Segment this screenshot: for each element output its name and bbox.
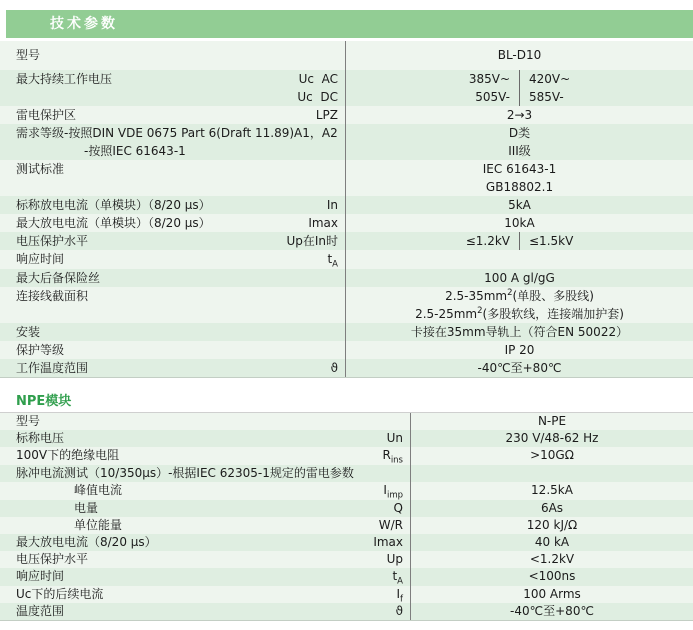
spec-row <box>0 106 693 124</box>
row-value-line: III级 <box>508 144 531 158</box>
row-value <box>345 269 693 287</box>
row-symbol <box>338 323 345 341</box>
row-value-line: 6As <box>540 500 564 515</box>
row-value-line: IEC 61643-1 <box>482 162 557 176</box>
row-symbol-line: W/R <box>378 517 403 532</box>
spec-row <box>0 250 693 269</box>
row-symbol <box>327 196 345 214</box>
row-label-line: Uc下的后续电流 <box>16 586 104 601</box>
spec-row <box>0 568 693 586</box>
row-value <box>345 41 693 70</box>
row-value-line: <1.2kV <box>529 551 575 566</box>
row-value-pair <box>346 88 693 106</box>
row-left-cell <box>0 517 410 534</box>
row-symbol <box>387 551 410 568</box>
spec-row <box>0 269 693 287</box>
row-label-line: 工作温度范围 <box>16 360 89 375</box>
row-label-line: 峰值电流 <box>74 482 123 497</box>
row-symbol-line: Uc AC <box>298 72 338 86</box>
spec-row <box>0 500 693 517</box>
row-symbol <box>331 359 345 377</box>
row-value-line: 卡接在35mm导轨上（符合EN 50022） <box>410 324 629 339</box>
row-label-line: 最大后备保险丝 <box>16 270 101 285</box>
row-value-line: 120 kJ/Ω <box>526 517 578 532</box>
row-value-line: 100 Arms <box>523 586 581 601</box>
row-symbol <box>394 500 410 517</box>
row-value <box>345 160 693 196</box>
row-symbol <box>396 603 410 620</box>
row-label <box>16 551 387 568</box>
row-label <box>16 465 403 482</box>
row-label <box>16 568 392 586</box>
row-symbol <box>382 447 410 465</box>
row-label-line: 电量 <box>74 500 99 515</box>
row-value <box>410 447 693 465</box>
row-value <box>345 341 693 359</box>
row-left-cell <box>0 430 410 447</box>
spec-row <box>0 70 693 106</box>
spec-row <box>0 214 693 232</box>
row-value-line: 10kA <box>504 216 535 230</box>
row-symbol-line: Imax <box>373 534 403 549</box>
row-left-cell <box>0 196 345 214</box>
row-value <box>410 482 693 500</box>
row-left-cell <box>0 70 345 106</box>
row-value-line: $2.5-35mm^2$(单股、多股线) <box>445 287 594 303</box>
row-label-line: 雷电保护区 <box>16 108 77 122</box>
row-value <box>410 568 693 586</box>
section-banner <box>6 10 693 38</box>
row-symbol <box>286 232 345 250</box>
row-value-left: 385V~ <box>346 70 520 88</box>
row-symbol <box>338 341 345 359</box>
spec-row <box>0 287 693 323</box>
row-left-cell <box>0 482 410 500</box>
row-symbol <box>297 70 345 106</box>
row-label-line: 测试标准 <box>16 162 65 176</box>
row-label <box>16 359 331 377</box>
row-symbol <box>338 160 345 196</box>
row-label <box>16 413 403 430</box>
row-left-cell <box>0 534 410 551</box>
row-value <box>410 586 693 604</box>
row-label-line: 标称电压 <box>16 430 65 445</box>
row-value <box>345 323 693 341</box>
spec-row <box>0 447 693 465</box>
row-label <box>16 41 338 70</box>
row-symbol-line: In <box>326 198 338 212</box>
spec-row <box>0 160 693 196</box>
row-left-cell <box>0 160 345 196</box>
row-left-cell <box>0 603 410 620</box>
row-label <box>16 287 338 323</box>
row-label <box>16 500 394 517</box>
spec-row <box>0 586 693 604</box>
row-left-cell <box>0 341 345 359</box>
row-value <box>345 214 693 232</box>
spec-row <box>0 534 693 551</box>
row-label-line: 单位能量 <box>74 517 123 532</box>
row-label <box>16 106 316 124</box>
row-value <box>410 551 693 568</box>
row-left-cell <box>0 269 345 287</box>
row-value-line: D类 <box>508 126 531 140</box>
row-value <box>410 534 693 551</box>
row-left-cell <box>0 106 345 124</box>
row-symbol <box>403 465 410 482</box>
row-left-cell <box>0 287 345 323</box>
row-value-line: BL-D10 <box>497 48 542 62</box>
row-label <box>16 160 338 196</box>
row-symbol-line: Un <box>386 430 403 445</box>
spec-row <box>0 413 693 430</box>
row-label-line: 需求等级-按照DIN VDE 0675 Part 6(Draft 11.89)A1，A2 <box>16 126 338 140</box>
row-label <box>16 517 379 534</box>
row-symbol <box>308 214 345 232</box>
row-value-line: 12.5kA <box>531 482 573 497</box>
row-label <box>16 586 396 604</box>
row-label-line: 标称放电电流（单模块）（8/20 μs） <box>16 198 211 212</box>
row-value <box>345 70 693 106</box>
row-label <box>16 269 338 287</box>
row-symbol-line: Uc DC <box>297 90 338 104</box>
row-symbol-line: $t_A$ <box>327 252 338 270</box>
row-left-cell <box>0 447 410 465</box>
row-symbol <box>327 250 345 269</box>
spec-row <box>0 41 693 70</box>
row-symbol <box>373 534 410 551</box>
row-value-line: N-PE <box>537 413 567 428</box>
row-label-line: 安装 <box>16 324 41 339</box>
row-symbol-line: Up <box>386 551 403 566</box>
row-value <box>345 196 693 214</box>
row-left-cell <box>0 551 410 568</box>
row-left-cell <box>0 586 410 604</box>
row-label-line: 100V下的绝缘电阻 <box>16 447 120 462</box>
row-left-cell <box>0 124 345 160</box>
row-symbol-line: $R_{ins}$ <box>382 447 403 466</box>
row-label-line: 最大放电电流（单模块）（8/20 μs） <box>16 216 211 230</box>
row-value <box>410 517 693 534</box>
spec-row <box>0 430 693 447</box>
row-value-right: 585V- <box>529 90 564 104</box>
row-value-line: <100ns <box>528 568 576 583</box>
row-symbol <box>338 269 345 287</box>
row-label-line: 保护等级 <box>16 342 65 357</box>
row-symbol <box>338 287 345 323</box>
row-value-line: >10GΩ <box>530 447 574 462</box>
row-value <box>410 465 693 482</box>
row-value-line: IP 20 <box>504 342 535 357</box>
row-value-left: 505V- <box>346 88 520 106</box>
npe-section-title: NPE模块 <box>16 393 72 409</box>
row-left-cell <box>0 500 410 517</box>
row-symbol-line: ϑ <box>395 604 403 619</box>
row-label <box>16 250 327 269</box>
spec-row <box>0 323 693 341</box>
row-value <box>345 106 693 124</box>
row-value <box>345 124 693 160</box>
spec-row <box>0 341 693 359</box>
row-label-line: 响应时间 <box>16 568 65 583</box>
row-value-line: 230 V/48-62 Hz <box>505 430 599 445</box>
row-left-cell <box>0 232 345 250</box>
spec-row <box>0 551 693 568</box>
row-label-line: 连接线截面积 <box>16 288 89 303</box>
row-label <box>16 196 327 214</box>
row-value <box>345 359 693 377</box>
row-label <box>16 482 383 500</box>
row-label <box>16 232 286 250</box>
spec-row <box>0 465 693 482</box>
row-symbol-line: $t_A$ <box>392 568 403 587</box>
spec-row <box>0 359 693 377</box>
row-left-cell <box>0 568 410 586</box>
row-symbol-line: LPZ <box>315 108 338 122</box>
row-value-line: 100 A gl/gG <box>484 270 555 285</box>
row-symbol-line: Imax <box>308 216 338 230</box>
row-symbol <box>316 106 345 124</box>
row-label <box>16 214 308 232</box>
row-value <box>345 287 693 323</box>
row-left-cell <box>0 41 345 70</box>
row-label-line: 响应时间 <box>16 252 65 266</box>
section-title: 技术参数 <box>50 16 118 32</box>
row-label <box>16 430 387 447</box>
spec-row <box>0 232 693 250</box>
row-value-right: 420V~ <box>529 72 571 86</box>
row-label-line: 脉冲电流测试（10/350μs）-根据IEC 62305-1规定的雷电参数 <box>16 465 354 480</box>
row-symbol <box>338 41 345 70</box>
row-value-line: -40℃至+80℃ <box>477 360 562 375</box>
row-value <box>345 232 693 250</box>
row-left-cell <box>0 214 345 232</box>
row-label-line: 最大持续工作电压 <box>16 72 113 86</box>
row-value-line: 2→3 <box>506 108 533 122</box>
row-symbol <box>392 568 410 586</box>
row-left-cell <box>0 413 410 430</box>
row-symbol <box>403 413 410 430</box>
row-label <box>16 124 338 160</box>
row-label-line: 电压保护水平 <box>16 551 89 566</box>
row-symbol-line: $I_{imp}$ <box>383 482 403 501</box>
spec-row <box>0 124 693 160</box>
row-symbol-line: Up在In时 <box>286 234 338 248</box>
row-label <box>16 534 373 551</box>
row-label <box>16 323 338 341</box>
row-label-line: 最大放电电流（8/20 μs） <box>16 534 157 549</box>
row-value-pair <box>346 70 693 88</box>
row-label-line: -按照IEC 61643-1 <box>84 144 186 158</box>
spec-row <box>0 482 693 500</box>
row-value <box>410 430 693 447</box>
row-label <box>16 603 396 620</box>
row-symbol <box>387 430 410 447</box>
row-value-line: -40℃至+80℃ <box>510 604 594 619</box>
row-value-line: 5kA <box>508 198 531 212</box>
row-value <box>410 500 693 517</box>
row-symbol-line: $I_f$ <box>396 586 403 604</box>
row-label-line: 型号 <box>16 413 41 428</box>
row-value-line: GB18802.1 <box>485 180 554 194</box>
row-symbol <box>383 482 410 500</box>
row-symbol <box>338 124 345 160</box>
row-label-line: 型号 <box>16 48 41 62</box>
row-symbol-line: ϑ <box>330 360 338 375</box>
row-value-line: $2.5-25mm^2$(多股软线，连接端加护套) <box>415 305 624 321</box>
row-symbol-line: Q <box>393 500 403 515</box>
row-label <box>16 447 382 465</box>
row-left-cell <box>0 359 345 377</box>
spec-row <box>0 517 693 534</box>
row-left-cell <box>0 323 345 341</box>
row-left-cell <box>0 465 410 482</box>
row-value-left: ≤1.2kV <box>346 232 520 250</box>
spec-row <box>0 196 693 214</box>
spec-row <box>0 603 693 620</box>
row-symbol <box>379 517 410 534</box>
row-label <box>16 341 338 359</box>
row-label-line: 温度范围 <box>16 604 65 619</box>
row-label-line: 电压保护水平 <box>16 234 89 248</box>
row-value <box>410 413 693 430</box>
row-symbol <box>396 586 410 604</box>
npe-spec-table <box>0 412 693 622</box>
row-value <box>345 250 693 269</box>
row-value-pair <box>346 232 693 250</box>
row-value <box>410 603 693 620</box>
row-left-cell <box>0 250 345 269</box>
row-value-right: ≤1.5kV <box>529 234 574 248</box>
main-spec-table <box>0 41 693 378</box>
row-label <box>16 70 297 106</box>
row-value-line: 40 kA <box>534 534 570 549</box>
